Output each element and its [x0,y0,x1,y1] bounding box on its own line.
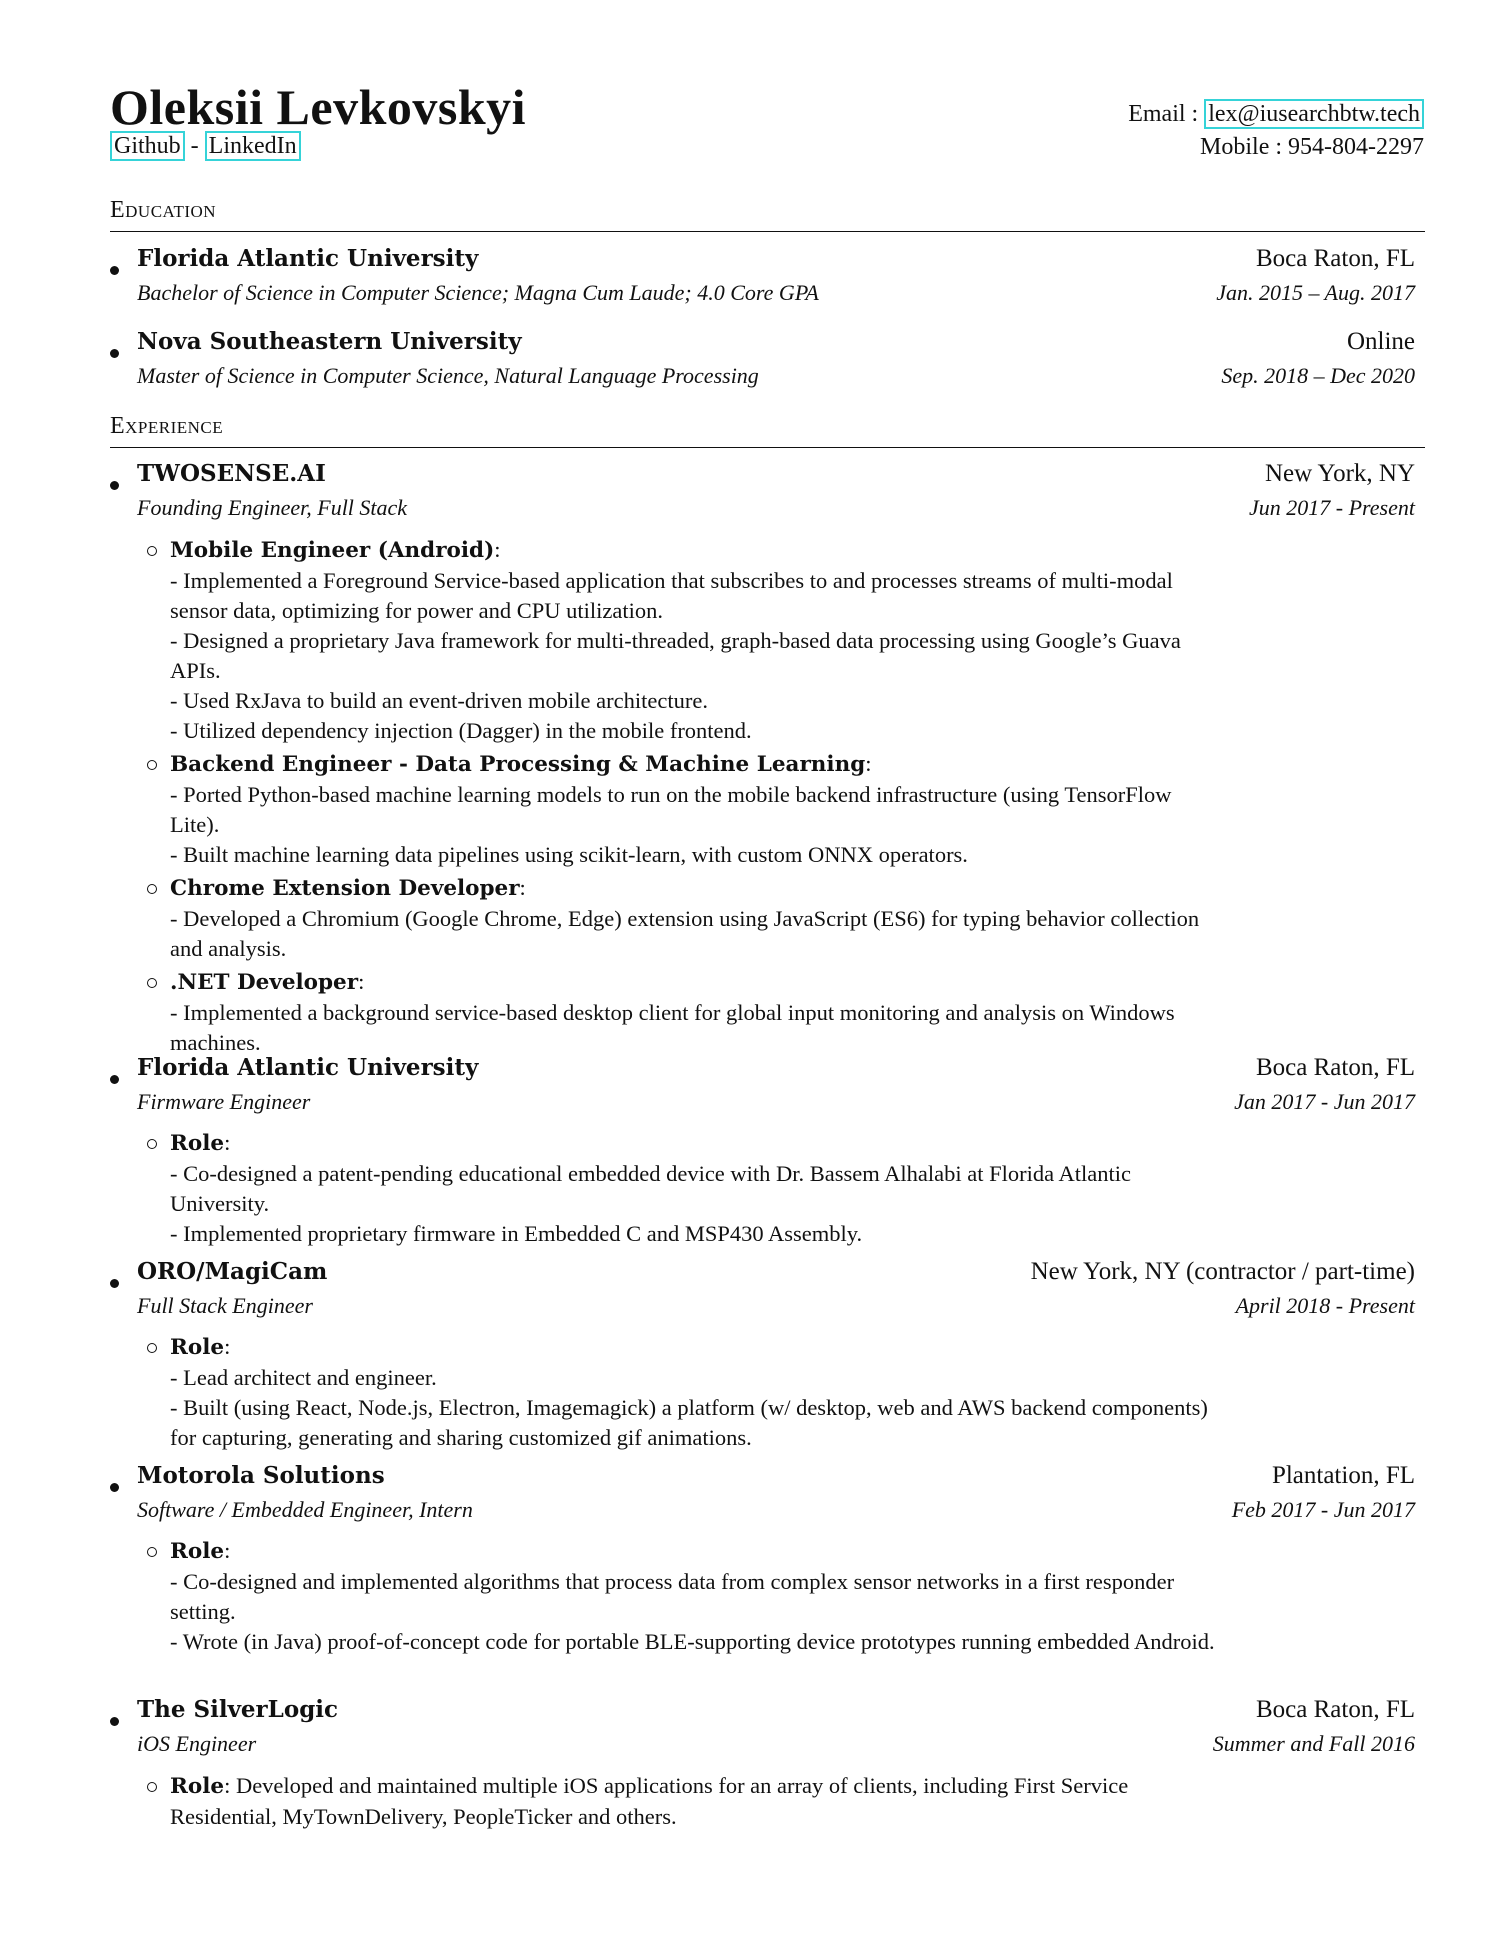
section-title-experience: Experience [110,413,224,439]
entry-details [170,1128,1430,1252]
circle-bullet-icon [147,884,157,894]
detail-inline-text: : Developed and maintained multiple iOS applications for an array of clients, including First Service [224,1773,1129,1798]
section-rule [110,231,1425,232]
entry-role: Full Stack Engineer [137,1293,313,1318]
entry-dates: Summer and Fall 2016 [1212,1731,1415,1756]
detail-line: sensor data, optimizing for power and CPU utilization. [170,598,664,623]
entry-location: New York, NY (contractor / part-time) [1030,1258,1415,1285]
circle-bullet-icon [147,1139,157,1149]
entry-org: The SilverLogic [137,1696,339,1723]
detail-line: - Co-designed a patent-pending educational embedded device with Dr. Bassem Alhalabi at Florida Atlantic [170,1161,1131,1186]
detail-line: - Developed a Chromium (Google Chrome, Edge) extension using JavaScript (ES6) for typing behavior collection [170,906,1200,931]
detail-line: - Implemented a background service-based desktop client for global input monitoring and analysis on Windows [170,1000,1175,1025]
entry-details [170,1332,1430,1456]
entry-role: iOS Engineer [137,1731,257,1756]
entry-location: Online [1346,328,1415,355]
entry-org: Florida Atlantic University [137,245,479,272]
entry-dates: Jun 2017 - Present [1249,495,1415,520]
bullet-icon [110,1075,119,1084]
detail-item: Mobile Engineer (Android): - Implemented a Foreground Service-based application that subscribes to and processes streams of multi-modal sensor data, optimizing for power and CPU utilization. - Designed a proprietary Java framework for multi-threaded, graph-based data processing using Google’s Guava APIs. - Used RxJava to build an event-driven mobile architecture. - Utilized dependency injection (Dagger) in the mobile frontend. [170,535,1430,746]
detail-heading: Mobile Engineer (Android) [170,538,495,563]
entry-dates: Feb 2017 - Jun 2017 [1231,1497,1415,1522]
entry-details [170,535,1430,1061]
detail-heading: Backend Engineer - Data Processing & Machine Learning [170,752,866,777]
entry-dates: April 2018 - Present [1235,1293,1415,1318]
detail-line: - Designed a proprietary Java framework for multi-threaded, graph-based data processing using Google’s Guava [170,628,1181,653]
profile-links [110,131,301,161]
entry-org: TWOSENSE.AI [137,460,326,487]
detail-heading: Role [170,1131,225,1156]
detail-item: Role: - Co-designed and implemented algorithms that process data from complex sensor networks in a first responder setting. - Wrote (in Java) proof-of-concept code for portable BLE-supporting device prototypes running embedded Android. [170,1536,1430,1657]
entry-location: Boca Raton, FL [1255,1054,1415,1081]
detail-heading: Chrome Extension Developer [170,876,520,901]
detail-line: - Used RxJava to build an event-driven mobile architecture. [170,688,708,713]
linkedin-link[interactable]: LinkedIn [205,131,301,161]
detail-item: Role: - Co-designed a patent-pending educational embedded device with Dr. Bassem Alhalabi at Florida Atlantic University. - Implemented proprietary firmware in Embedded C and MSP430 Assembly. [170,1128,1430,1249]
entry-location: Plantation, FL [1271,1462,1415,1489]
email-label: Email : [1128,101,1205,127]
entry-org: Florida Atlantic University [137,1054,479,1081]
link-separator: - [190,133,199,159]
detail-line: Lite). [170,812,220,837]
entry-location: Boca Raton, FL [1255,1696,1415,1723]
detail-item: Role: - Lead architect and engineer. - Built (using React, Node.js, Electron, Imagemagick) a platform (w/ desktop, web and AWS backend components) for capturing, generating and sharing customized gif animations. [170,1332,1430,1453]
detail-line: APIs. [170,658,221,683]
bullet-icon [110,1279,119,1288]
detail-line: and analysis. [170,936,287,961]
entry-degree: Master of Science in Computer Science, Natural Language Processing [137,363,759,388]
entry-location: Boca Raton, FL [1255,245,1415,272]
bullet-icon [110,266,119,275]
github-link[interactable]: Github [110,131,185,161]
detail-line: - Ported Python-based machine learning models to run on the mobile backend infrastructure (using TensorFlow [170,782,1172,807]
detail-heading: Role [170,1539,225,1564]
contact-info [1128,98,1424,164]
detail-line: University. [170,1191,270,1216]
detail-item: Backend Engineer - Data Processing & Machine Learning: - Ported Python-based machine learning models to run on the mobile backend infrastructure (using TensorFlow Lite). - Built machine learning data pipelines using scikit-learn, with custom ONNX operators. [170,749,1430,870]
mobile-number: Mobile : 954-804-2297 [1200,134,1424,160]
section-rule [110,447,1425,448]
detail-line: - Utilized dependency injection (Dagger) in the mobile frontend. [170,718,752,743]
entry-role: Firmware Engineer [137,1089,311,1114]
entry-org: ORO/MagiCam [137,1258,328,1285]
entry-location: New York, NY [1264,460,1415,487]
entry-role: Software / Embedded Engineer, Intern [137,1497,473,1522]
detail-item [170,1771,1430,1832]
entry-degree: Bachelor of Science in Computer Science; Magna Cum Laude; 4.0 Core GPA [137,280,819,305]
bullet-icon [110,481,119,490]
bullet-icon [110,349,119,358]
detail-line: - Built machine learning data pipelines using scikit-learn, with custom ONNX operators. [170,842,968,867]
candidate-name: Oleksii Levkovskyi [110,79,527,135]
bullet-icon [110,1483,119,1492]
detail-line: - Implemented proprietary firmware in Embedded C and MSP430 Assembly. [170,1221,863,1246]
entry-role: Founding Engineer, Full Stack [137,495,408,520]
detail-line: machines. [170,1030,261,1055]
entry-details [170,1771,1430,1835]
circle-bullet-icon [147,978,157,988]
detail-line: Residential, MyTownDelivery, PeopleTicker and others. [170,1804,677,1829]
entry-details [170,1536,1430,1660]
entry-dates: Sep. 2018 – Dec 2020 [1221,363,1415,388]
detail-item: .NET Developer: - Implemented a background service-based desktop client for global input monitoring and analysis on Windows machines. [170,967,1430,1058]
email-link[interactable]: lex@iusearchbtw.tech [1204,99,1424,129]
circle-bullet-icon [147,1343,157,1353]
circle-bullet-icon [147,1547,157,1557]
detail-line: - Implemented a Foreground Service-based application that subscribes to and processes streams of multi-modal [170,568,1173,593]
circle-bullet-icon [147,546,157,556]
detail-heading: .NET Developer [170,970,359,995]
detail-heading: Role [170,1774,225,1799]
section-title-education: Education [110,197,217,223]
detail-line: setting. [170,1599,236,1624]
entry-org: Motorola Solutions [137,1462,385,1489]
detail-heading: Role [170,1335,225,1360]
circle-bullet-icon [147,760,157,770]
detail-item: Chrome Extension Developer: - Developed a Chromium (Google Chrome, Edge) extension using JavaScript (ES6) for typing behavior collection and analysis. [170,873,1430,964]
detail-line: - Co-designed and implemented algorithms that process data from complex sensor networks in a first responder [170,1569,1175,1594]
circle-bullet-icon [147,1782,157,1792]
entry-dates: Jan 2017 - Jun 2017 [1234,1089,1415,1114]
detail-line: - Wrote (in Java) proof-of-concept code for portable BLE-supporting device prototypes running embedded Android. [170,1629,1215,1654]
detail-line: for capturing, generating and sharing customized gif animations. [170,1425,752,1450]
detail-line: - Lead architect and engineer. [170,1365,437,1390]
detail-line: - Built (using React, Node.js, Electron, Imagemagick) a platform (w/ desktop, web and AWS backend components) [170,1395,1208,1420]
entry-org: Nova Southeastern University [137,328,522,355]
entry-dates: Jan. 2015 – Aug. 2017 [1216,280,1415,305]
bullet-icon [110,1717,119,1726]
